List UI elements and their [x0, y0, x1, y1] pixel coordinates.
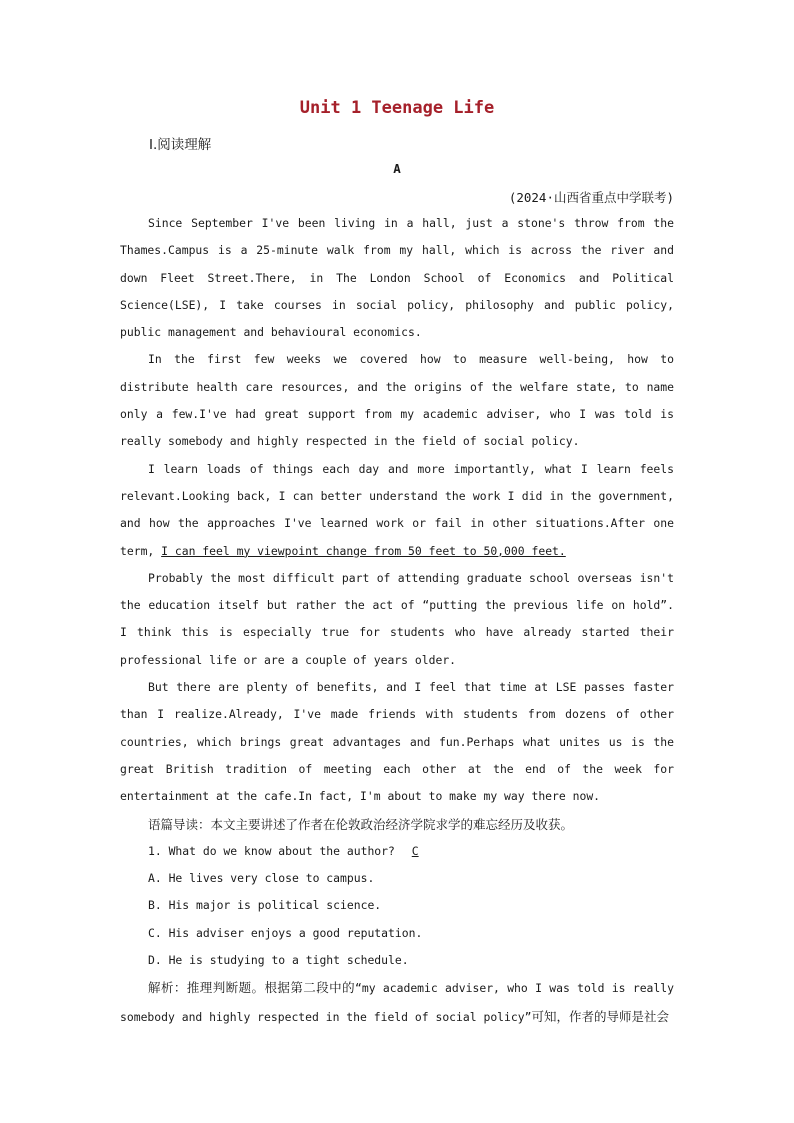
option-d: D. He is studying to a tight schedule.: [148, 953, 409, 968]
analysis-prefix: 解析：推理判断题。根据第二段中的: [148, 980, 356, 996]
question-1-answer: C: [411, 843, 419, 858]
reading-guide: 语篇导读：本文主要讲述了作者在伦敦政治经济学院求学的难忘经历及收获。: [148, 816, 574, 832]
paragraph-3-text: I learn loads of things each day and more importantly, what I learn feels relevant.Looking back, I can better understand the work I did in the government, and how the approaches I've learned work or fail in other situations.After one term,: [120, 461, 674, 558]
article-body: [120, 210, 674, 1031]
question-1: [120, 838, 674, 865]
paragraph-1: Since September I've been living in a hall, just a stone's throw from the Thames.Campus is a 25-minute walk from my hall, which is across the river and down Fleet Street.There, in The London School of Economics and Political Science(LSE), I take courses in social policy, philosophy and public policy, public management and behavioural economics.: [120, 216, 674, 340]
section-label: Ⅰ.阅读理解: [149, 137, 212, 153]
part-label: A: [393, 161, 401, 176]
question-1-stem: 1. What do we know about the author?: [148, 843, 402, 858]
analysis: [120, 974, 674, 1031]
paragraph-3: [120, 456, 674, 565]
analysis-suffix: 可知，作者的导师是社会: [531, 1008, 669, 1024]
option-b: B. His major is political science.: [148, 898, 382, 913]
underlined-sentence: I can feel my viewpoint change from 50 feet to 50,000 feet.: [161, 543, 566, 558]
option-a: A. He lives very close to campus.: [148, 871, 375, 886]
page-title: Unit 1 Teenage Life: [299, 98, 495, 118]
paragraph-2: In the first few weeks we covered how to measure well-being, how to distribute health care resources, and the origins of the welfare state, to name only a few.I've had great support from my academic adviser, who I was told is really somebody and highly respected in the field of social policy.: [120, 352, 674, 449]
paragraph-4: Probably the most difficult part of attending graduate school overseas isn't the education itself but rather the act of “putting the previous life on hold”. I think this is especially true for students who have already started their professional life or are a couple of years older.: [120, 570, 674, 667]
source-note: (2024·山西省重点中学联考): [508, 190, 674, 205]
paragraph-5: But there are plenty of benefits, and I feel that time at LSE passes faster than I realize.Already, I've made friends with students from dozens of other countries, which brings great advantages and fun.Perhaps what unites us is the great British tradition of meeting each other at the end of the week for entertainment at the cafe.In fact, I'm about to make my way there now.: [120, 680, 674, 804]
option-c: C. His adviser enjoys a good reputation.: [148, 925, 423, 940]
analysis-quote: “my academic adviser, who I was told is really somebody and highly respected in the field of social policy”: [120, 981, 674, 1024]
